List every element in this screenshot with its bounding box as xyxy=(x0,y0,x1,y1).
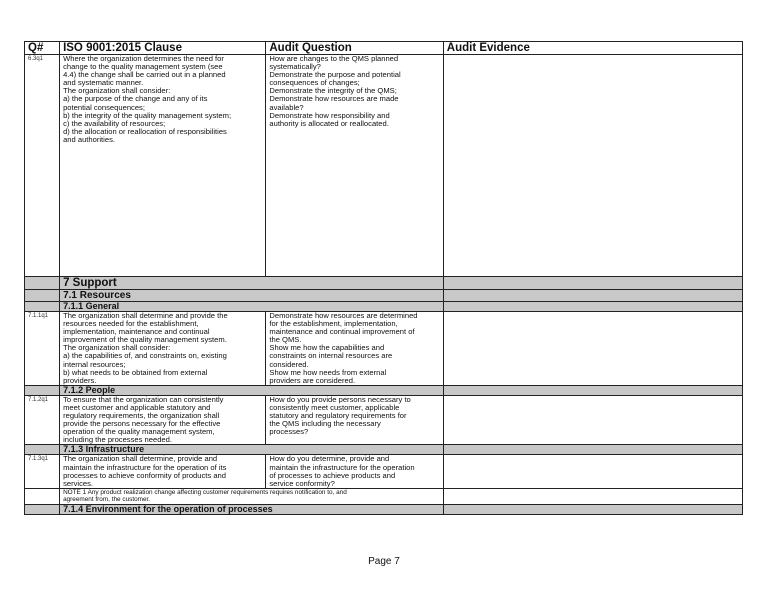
section-row xyxy=(25,277,743,290)
evidence-cell[interactable] xyxy=(443,488,742,504)
text-line: including the processes needed. xyxy=(63,435,172,445)
text-line: a) the capabilities of, and constraints on, existing xyxy=(63,351,227,361)
section-title: 7.1.2 People xyxy=(60,385,444,395)
text-line: potential consequences; xyxy=(63,102,145,112)
clause-cell xyxy=(60,55,266,277)
text-line: considered. xyxy=(269,359,309,369)
clause-cell xyxy=(60,455,266,488)
text-line: Demonstrate how responsibility and xyxy=(269,110,390,120)
evidence-cell[interactable] xyxy=(443,455,742,488)
question-cell xyxy=(266,312,443,386)
section-row xyxy=(25,290,743,302)
evidence-cell[interactable] xyxy=(443,395,742,445)
section-row xyxy=(25,302,743,312)
section-title: 7.1.1 General xyxy=(60,302,444,312)
text-line: the QMS. xyxy=(269,335,302,345)
text-line: agreement from, the customer. xyxy=(63,496,151,504)
qnum-cell: 7.1.2q1 xyxy=(25,395,60,445)
section-row xyxy=(25,385,743,395)
qnum-cell: 6.3q1 xyxy=(25,55,60,277)
header-clause: ISO 9001:2015 Clause xyxy=(60,42,266,55)
text-line: How are changes to the QMS planned xyxy=(269,54,399,63)
text-line: consistently meet customer, applicable xyxy=(269,402,400,412)
text-line: for the establishment, implementation, xyxy=(269,319,398,329)
text-line: How do you determine, provide and xyxy=(269,454,390,464)
text-line: The organization shall determine and provide the xyxy=(63,311,228,320)
text-line: the QMS including the necessary xyxy=(269,419,381,429)
text-line: maintain the infrastructure for the operation of its xyxy=(63,462,227,472)
text-line: consequences of changes; xyxy=(269,78,360,88)
section-title: 7.1.4 Environment for the operation of processes xyxy=(60,504,444,514)
clause-cell xyxy=(60,395,266,445)
text-line: systematically? xyxy=(269,62,321,72)
text-line: Demonstrate the integrity of the QMS; xyxy=(269,86,397,96)
qnum-cell: 7.1.3q1 xyxy=(25,455,60,488)
text-line: implementation, maintenance and continual xyxy=(63,327,210,337)
text-line: NOTE 1 Any product realization change affecting customer requirements requires notification to, and xyxy=(63,488,347,496)
qnum-cell: 7.1.1q1 xyxy=(25,312,60,386)
text-line: regulatory requirements, the organization shall xyxy=(63,411,220,421)
audit-table xyxy=(24,41,743,515)
header-row xyxy=(25,42,743,55)
text-line: operation of the quality management system, xyxy=(63,427,215,437)
text-line: Show me how needs from external xyxy=(269,367,387,377)
note-text xyxy=(60,488,444,504)
text-line: of processes to achieve products and xyxy=(269,470,396,480)
page-number: Page 7 xyxy=(368,556,400,567)
row-6-3q1 xyxy=(25,55,743,277)
text-line: change to the quality management system (see xyxy=(63,62,223,72)
text-line: processes to achieve conformity of products and xyxy=(63,470,226,480)
text-line: and authorities. xyxy=(63,134,115,144)
text-line: internal resources; xyxy=(63,359,126,369)
text-line: The organization shall consider: xyxy=(63,343,171,353)
header-qnum: Q# xyxy=(25,42,60,55)
text-line: c) the availability of resources; xyxy=(63,118,166,128)
section-title: 7.1.3 Infrastructure xyxy=(60,445,444,455)
text-line: resources needed for the establishment, xyxy=(63,319,199,329)
text-line: How do you provide persons necessary to xyxy=(269,395,411,404)
header-question: Audit Question xyxy=(266,42,443,55)
clause-cell xyxy=(60,312,266,386)
text-line: services. xyxy=(63,478,94,488)
text-line: maintain the infrastructure for the operation xyxy=(269,462,415,472)
note-row xyxy=(25,488,743,504)
text-line: service conformity? xyxy=(269,478,335,488)
row-7-1-2q1 xyxy=(25,395,743,445)
text-line: providers. xyxy=(63,375,97,385)
question-cell xyxy=(266,55,443,277)
text-line: constraints on internal resources are xyxy=(269,351,393,361)
text-line: Demonstrate the purpose and potential xyxy=(269,70,401,80)
header-evidence: Audit Evidence xyxy=(443,42,742,55)
text-line: meet customer and applicable statutory and xyxy=(63,402,211,412)
text-line: a) the purpose of the change and any of its xyxy=(63,94,208,104)
section-row xyxy=(25,445,743,455)
question-cell xyxy=(266,395,443,445)
text-line: d) the allocation or reallocation of responsibilities xyxy=(63,126,227,136)
text-line: and systematic manner. xyxy=(63,78,144,88)
evidence-cell[interactable] xyxy=(443,312,742,386)
text-line: providers are considered. xyxy=(269,375,356,385)
text-line: statutory and regulatory requirements for xyxy=(269,411,407,421)
text-line: Where the organization determines the need for xyxy=(63,54,224,63)
text-line: available? xyxy=(269,102,304,112)
text-line: 4.4) the change shall be carried out in a planned xyxy=(63,70,226,80)
text-line: improvement of the quality management system. xyxy=(63,335,227,345)
text-line: To ensure that the organization can consistently xyxy=(63,395,224,404)
text-line: maintenance and continual improvement of xyxy=(269,327,415,337)
text-line: Demonstrate how resources are made xyxy=(269,94,399,104)
evidence-cell[interactable] xyxy=(443,55,742,277)
text-line: authority is allocated or reallocated. xyxy=(269,118,389,128)
text-line: b) what needs to be obtained from external xyxy=(63,367,208,377)
text-line: provide the persons necessary for the effective xyxy=(63,419,221,429)
section-title: 7.1 Resources xyxy=(60,290,444,302)
question-cell xyxy=(266,455,443,488)
text-line: The organization shall consider: xyxy=(63,86,171,96)
section-row xyxy=(25,504,743,514)
text-line: The organization shall determine, provide and xyxy=(63,454,218,464)
text-line: Demonstrate how resources are determined xyxy=(269,311,418,320)
row-7-1-1q1 xyxy=(25,312,743,386)
text-line: Show me how the capabilities and xyxy=(269,343,385,353)
text-line: b) the integrity of the quality management system; xyxy=(63,110,232,120)
text-line: processes? xyxy=(269,427,309,437)
section-title: 7 Support xyxy=(60,277,444,290)
row-7-1-3q1 xyxy=(25,455,743,488)
